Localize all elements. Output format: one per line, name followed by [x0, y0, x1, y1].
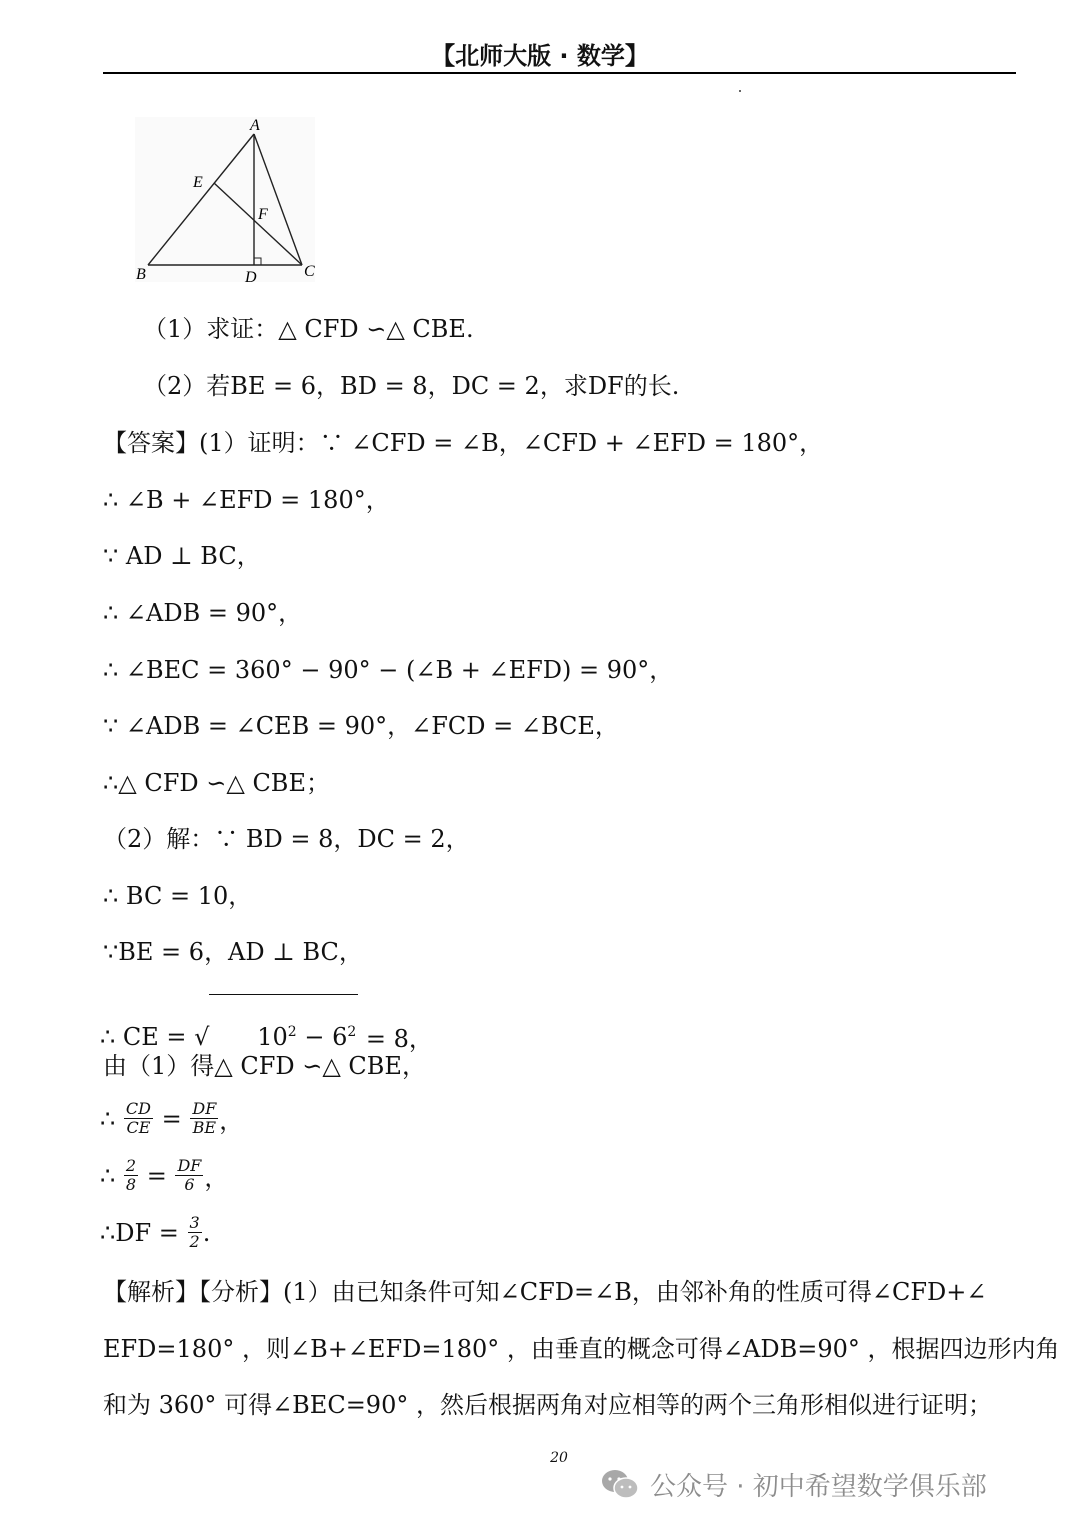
question-1: （1）求证：△ CFD ∽△ CBE. [143, 315, 474, 343]
ratio2-num-right: DF [177, 1156, 202, 1175]
radicand-b: − 6 [296, 1023, 348, 1051]
ratio3-prefix: ∴DF = [100, 1218, 187, 1247]
ratio2-frac-left [124, 1157, 138, 1194]
ratio-line-2 [100, 1157, 228, 1194]
label-a: A [250, 117, 260, 134]
ratio2-prefix: ∴ [100, 1161, 123, 1190]
page-number: 20 [550, 1450, 568, 1466]
analysis-line-2: EFD=180° ，则∠B+∠EFD=180° ，由垂直的概念可得∠ADB=90° ，根据四边形内角 [103, 1335, 1060, 1363]
ratio-line-3 [100, 1214, 210, 1251]
ratio1-num-left: CD [125, 1099, 151, 1118]
watermark [600, 1464, 987, 1504]
ratio1-den-right: BE [192, 1118, 217, 1137]
ratio3-num: 3 [189, 1213, 200, 1232]
triangle-figure [130, 112, 320, 287]
question-2: （2）若BE = 6，BD = 8，DC = 2，求DF的长. [143, 372, 680, 400]
answer-line-6: ∵ ∠ADB = ∠CEB = 90°，∠FCD = ∠BCE， [103, 712, 619, 740]
watermark-text: 公众号 · 初中希望数学俱乐部 [650, 1471, 987, 1502]
analysis-line-1: 【解析】【分析】(1）由已知条件可知∠CFD=∠B，由邻补角的性质可得∠CFD+∠ [103, 1278, 987, 1306]
ce-prefix: ∴ CE = [100, 1022, 195, 1051]
ratio2-suffix: ， [204, 1164, 229, 1192]
label-b: B [136, 266, 146, 283]
ratio1-frac-right [190, 1100, 218, 1137]
answer-line-10: ∵BE = 6，AD ⊥ BC， [103, 938, 363, 966]
answer-line-from1: 由（1）得△ CFD ∽△ CBE， [103, 1052, 426, 1080]
figure-background [135, 117, 315, 282]
radicand-a-exp: 2 [287, 1024, 297, 1040]
ratio-line-1 [100, 1100, 243, 1137]
analysis-line-3: 和为 360° 可得∠BEC=90° ，然后根据两角对应相等的两个三角形相似进行证明； [103, 1391, 992, 1419]
ratio1-equals: = [153, 1104, 190, 1133]
ratio2-den-right: 6 [184, 1175, 195, 1194]
answer-line-2: ∴ ∠B + ∠EFD = 180°， [103, 486, 390, 514]
header-rule [103, 72, 1016, 74]
ratio2-frac-right [175, 1157, 203, 1194]
ratio1-num-right: DF [192, 1099, 217, 1118]
answer-line-4: ∴ ∠ADB = 90°， [103, 599, 303, 627]
answer-line-3: ∵ AD ⊥ BC， [103, 542, 261, 570]
ratio1-den-left: CE [126, 1118, 151, 1137]
radicand-b-exp: 2 [347, 1024, 357, 1040]
label-c: C [304, 263, 315, 280]
ratio3-suffix: . [202, 1218, 211, 1247]
ratio3-frac [188, 1214, 202, 1251]
ratio1-frac-left [124, 1100, 153, 1137]
stray-dot [739, 90, 741, 92]
sqrt-sign: √ [194, 1022, 210, 1051]
ratio1-prefix: ∴ [100, 1104, 123, 1133]
answer-line-5: ∴ ∠BEC = 360° − 90° − (∠B + ∠EFD) = 90°， [103, 656, 674, 684]
answer-line-7: ∴△ CFD ∽△ CBE； [103, 769, 330, 797]
ratio1-suffix: ， [219, 1107, 244, 1135]
answer-line-8: （2）解：∵ BD = 8，DC = 2， [103, 825, 470, 853]
answer-line-9: ∴ BC = 10， [103, 882, 253, 910]
ce-suffix: = 8， [358, 1025, 433, 1053]
wechat-icon [600, 1468, 640, 1500]
label-f: F [258, 206, 268, 223]
label-d: D [245, 269, 257, 286]
answer-line-1: 【答案】(1）证明：∵ ∠CFD = ∠B，∠CFD + ∠EFD = 180°， [103, 429, 824, 457]
ratio2-den-left: 8 [125, 1175, 137, 1194]
page-header-title: 【北师大版 · 数学】 [431, 42, 649, 70]
radicand-a: 10 [257, 1023, 288, 1051]
ratio2-num-left: 2 [125, 1156, 137, 1175]
ratio3-den: 2 [189, 1232, 200, 1251]
label-e: E [193, 174, 203, 191]
ratio2-equals: = [139, 1161, 175, 1190]
